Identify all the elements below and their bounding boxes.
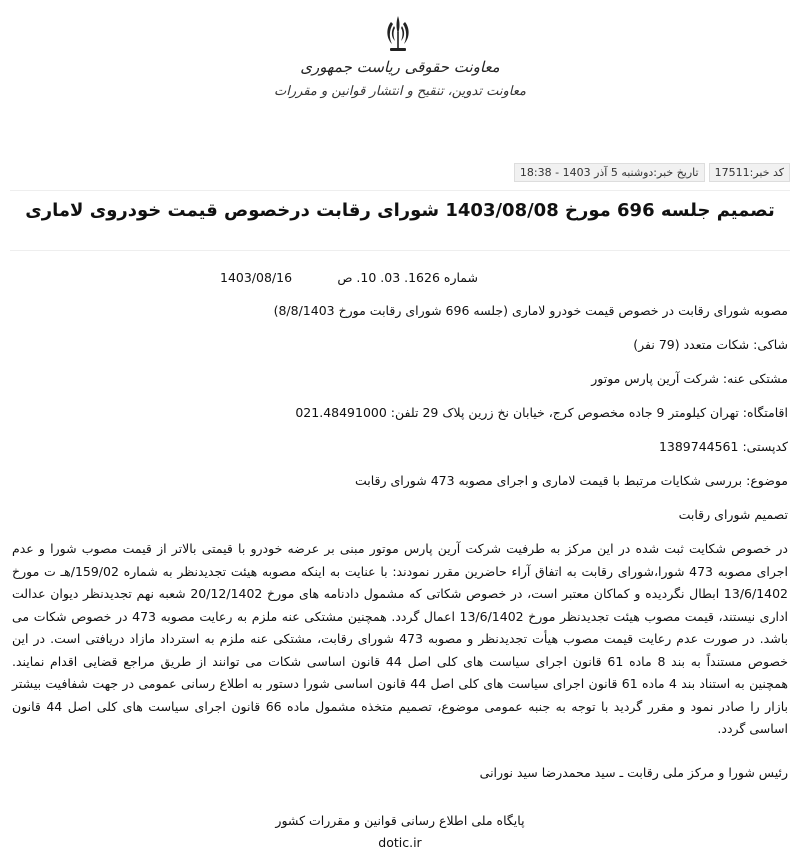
address: اقامتگاه: تهران کیلومتر 9 جاده مخصوص کرج، خیابان نخ زرین پلاک 29 تلفن: 021.48491000 <box>295 405 788 420</box>
footer <box>0 810 800 854</box>
footer-source: پایگاه ملی اطلاع رسانی قوانین و مقررات کشور <box>275 813 525 828</box>
iran-emblem-icon <box>383 14 413 56</box>
footer-website: dotic.ir <box>378 835 422 850</box>
resolution-heading: مصوبه شورای رقابت در خصوص قیمت خودرو لاماری (جلسه 696 شورای رقابت مورخ 8/8/1403) <box>273 303 788 318</box>
reference-number: شماره 1626. 03. 10. ص <box>337 270 478 285</box>
document-body <box>12 300 788 741</box>
divider <box>10 190 790 191</box>
defendant: مشتکی عنه: شرکت آرین پارس موتور <box>591 371 788 386</box>
divider <box>10 250 790 251</box>
decision-text: در خصوص شکایت ثبت شده در این مرکز به طرفیت شرکت آرین پارس موتور مبنی بر عرضه خودرو با قیمتی بالاتر از قیمت مصوب شورا و عدم اجرای مصوبه 473 شورا،شورای رقابت به اتفاق آراء حاضرین مقرر نمودند: با عنایت به اینکه مصوبه هیئت تجدیدنظر به شماره 159/02/هـ ت مورخ 13/6/1402 ابطال نگردیده و کماکان معتبر است، در خصوص شکاتی که مشمول دادنامه های مورخ 20/12/1402 شعبه نهم تجدیدنظر دیوان عدالت اداری نیستند، قیمت مصوب هیئت تجدیدنظر مورخ 13/6/1402 اعمال گردد. همچنین مشتکی عنه ملزم به رعایت مصوبه 473 در خصوص شکات می باشد. در صورت عدم رعایت قیمت مصوب هیأت تجدیدنظر و مصوبه 473 شورای رقابت، مشتکی عنه ملزم به استرداد مازاد دریافتی است. در این خصوص مستنداً به بند 8 ماده 61 قانون اجرای سیاست های کلی اصل 44 قانون اساسی شکات می توانند از طریق مراجع قضایی اقدام نمایند. همچنین به استناد بند 4 ماده 61 قانون اجرای سیاست های کلی اصل 44 قانون اساسی شورا دستور به اطلاع رسانی عمومی در جهت شفافیت بیشتر بازار را صادر نمود و مقرر گردید با توجه به جنبه عمومی موضوع، تصمیم متخذه مشمول ماده 66 قانون اجرای سیاست های کلی اصل 44 قانون اساسی گردد. <box>12 541 789 736</box>
news-code: کد خبر:17511 <box>709 163 790 182</box>
news-meta-bar <box>514 163 790 182</box>
org-name: معاونت حقوقی ریاست جمهوری <box>300 58 500 76</box>
postal-code: کدپستی: 1389744561 <box>658 439 788 454</box>
header-logo-block <box>0 12 800 108</box>
subject: موضوع: بررسی شکایات مرتبط با قیمت لاماری و اجرای مصوبه 473 شورای رقابت <box>354 473 788 488</box>
news-date: تاریخ خبر:دوشنبه 5 آذر 1403 - 18:38 <box>514 163 705 182</box>
org-subtitle: معاونت تدوین، تنقیح و انتشار قوانین و مقررات <box>273 84 526 99</box>
signature: رئیس شورا و مرکز ملی رقابت ـ سید محمدرضا سید نورانی <box>479 765 788 780</box>
page-title: تصمیم جلسه 696 مورخ 1403/08/08 شورای رقابت درخصوص قیمت خودروی لاماری <box>25 200 775 221</box>
complainant: شاکی: شکات متعدد (79 نفر) <box>633 337 788 352</box>
reference-date: 1403/08/16 <box>220 270 293 285</box>
decision-heading: تصمیم شورای رقابت <box>678 507 788 522</box>
